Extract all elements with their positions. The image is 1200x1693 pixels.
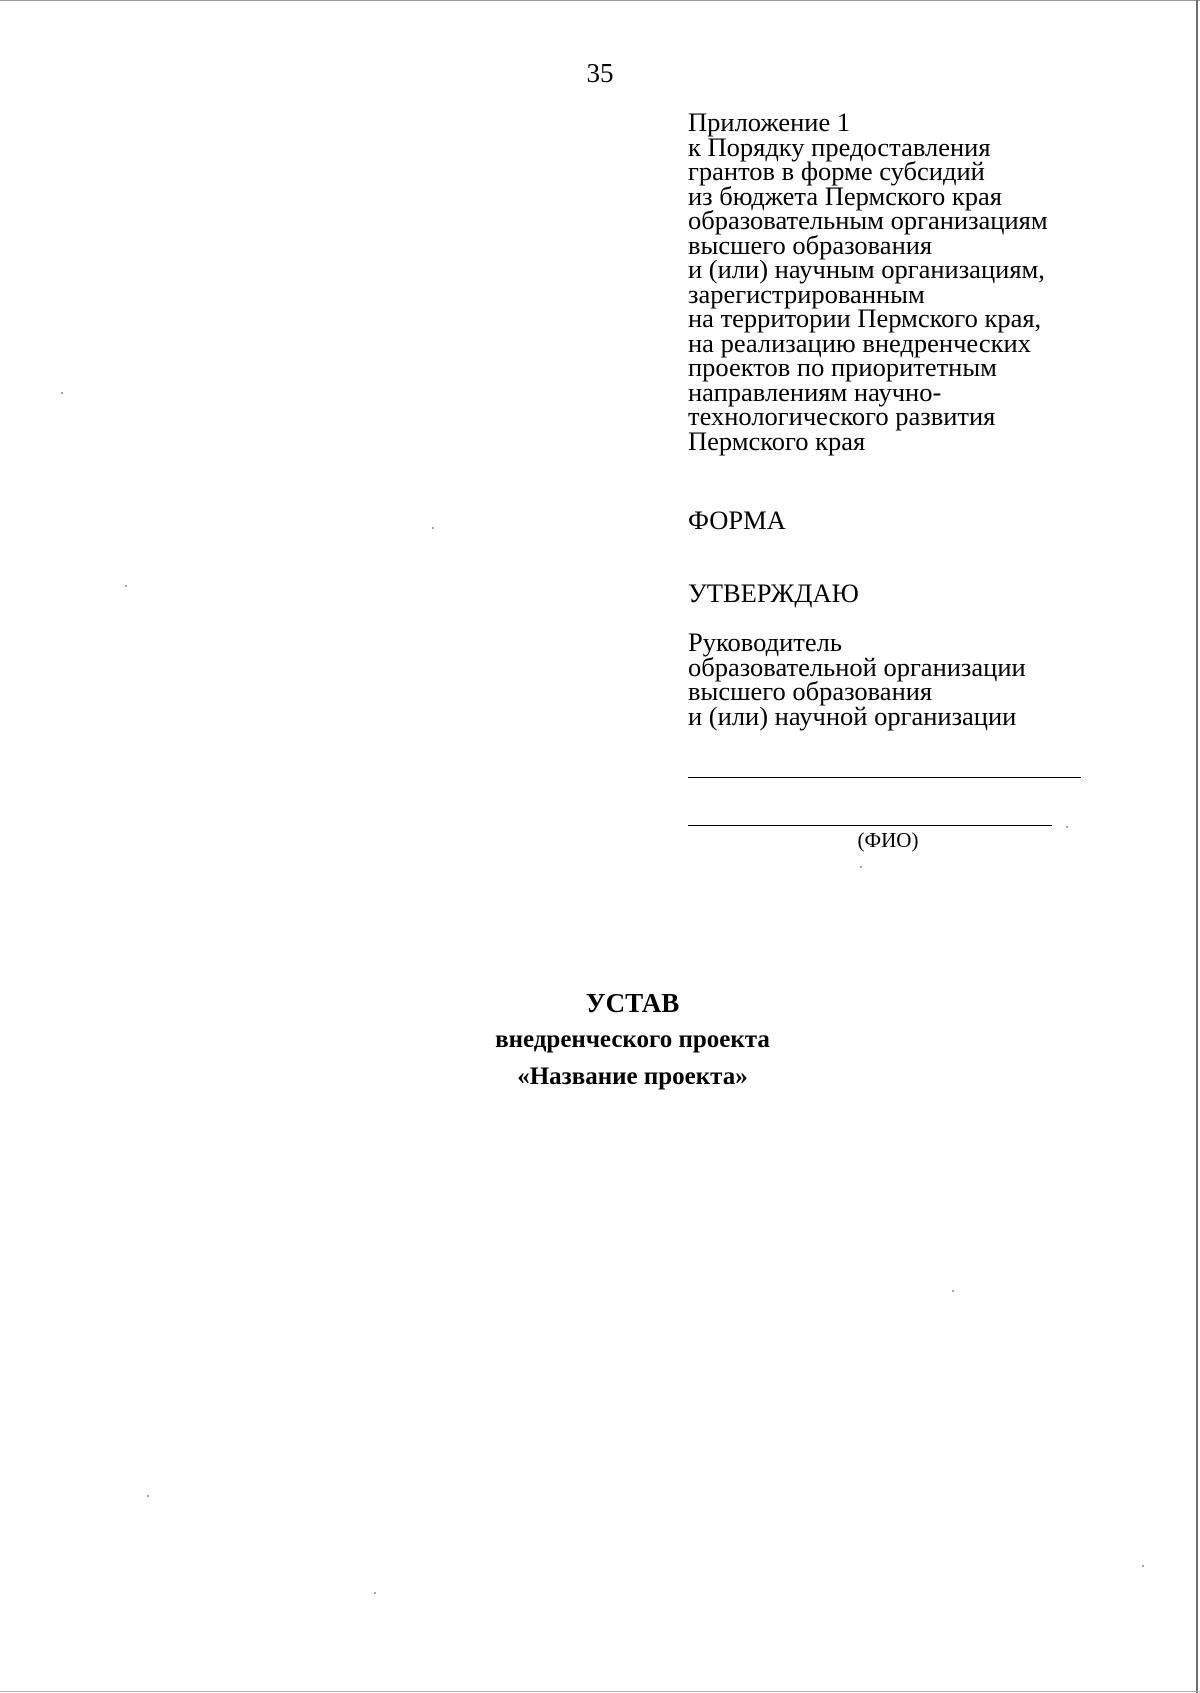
appendix-line: Приложение 1 — [688, 107, 851, 137]
form-label: ФОРМА — [688, 505, 786, 535]
document-title: УСТАВ — [585, 988, 680, 1018]
appendix-line: на реализацию внедренческих — [688, 327, 1031, 358]
approver-title-line: и (или) научной организации — [688, 700, 1017, 731]
appendix-line: технологического развития — [688, 401, 996, 431]
scan-speck — [860, 866, 862, 868]
page-number: 35 — [586, 58, 614, 88]
scan-speck — [125, 585, 127, 587]
scan-edge-right — [1196, 0, 1198, 1693]
appendix-line: направлениям научно- — [688, 376, 942, 407]
approve-label: УТВЕРЖДАЮ — [688, 578, 859, 608]
appendix-line: к Порядку предоставления — [688, 131, 991, 162]
scan-edge-top — [0, 0, 1200, 1]
approver-title-block — [688, 627, 1128, 731]
scan-speck — [1066, 826, 1068, 828]
scan-speck — [1142, 1565, 1144, 1567]
appendix-line: Пермского края — [688, 425, 866, 456]
document-subtitle: внедренческого проекта — [495, 1026, 770, 1053]
appendix-line: зарегистрированным — [688, 278, 925, 309]
scan-speck — [374, 1592, 376, 1594]
approver-title-line: Руководитель — [688, 627, 842, 657]
appendix-line: из бюджета Пермского края — [688, 180, 1002, 211]
appendix-line: на территории Пермского края, — [688, 303, 1042, 333]
scan-speck — [147, 1495, 149, 1497]
document-title-block — [300, 985, 965, 1095]
appendix-block — [688, 107, 1128, 456]
appendix-line: и (или) научным организациям, — [688, 254, 1045, 284]
fio-line — [688, 825, 1052, 826]
appendix-line: образовательным организациям — [688, 205, 1048, 235]
project-name-placeholder: «Название проекта» — [517, 1063, 748, 1090]
scan-speck — [952, 1290, 954, 1292]
scan-speck — [432, 527, 434, 529]
appendix-line: проектов по приоритетным — [688, 352, 997, 382]
scan-speck — [61, 392, 63, 394]
signature-line — [688, 777, 1081, 778]
fio-caption: (ФИО) — [857, 828, 919, 852]
approver-title-line: высшего образования — [688, 676, 933, 706]
appendix-line: грантов в форме субсидий — [688, 156, 985, 186]
appendix-line: высшего образования — [688, 229, 933, 260]
scan-edge-bottom — [0, 1691, 1200, 1692]
approver-title-line: образовательной организации — [688, 651, 1026, 682]
